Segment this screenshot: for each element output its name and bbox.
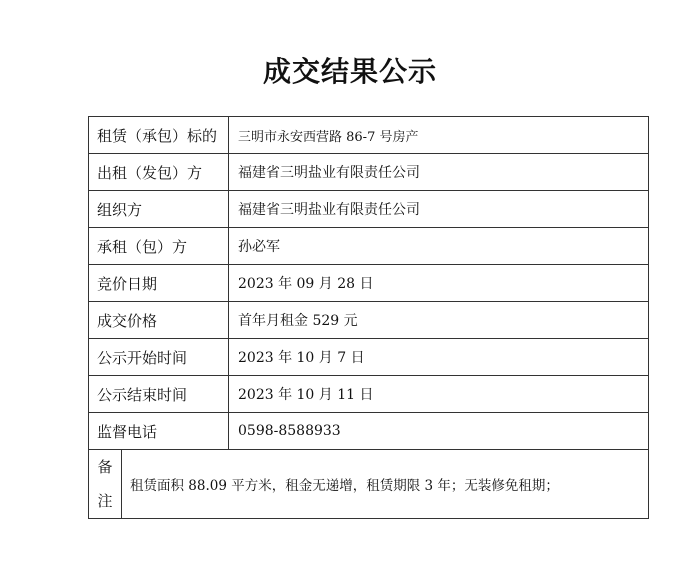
row-value: 福建省三明盐业有限责任公司 <box>229 191 649 228</box>
table-row-lessor <box>89 154 649 191</box>
row-label: 租赁（承包）标的 <box>89 117 229 154</box>
row-label: 组织方 <box>89 191 229 228</box>
note-label-top: 备 <box>97 458 113 476</box>
row-label: 承租（包）方 <box>89 228 229 265</box>
note-label <box>89 450 122 519</box>
row-value: 三明市永安西营路 86-7 号房产 <box>229 117 649 154</box>
table-row-lessee <box>89 228 649 265</box>
row-label: 竞价日期 <box>89 265 229 302</box>
note-label-bottom: 注 <box>97 492 113 510</box>
table-row-subject <box>89 117 649 154</box>
row-value: 福建省三明盐业有限责任公司 <box>229 154 649 191</box>
page-title: 成交结果公示 <box>262 55 437 88</box>
row-label: 监督电话 <box>89 413 229 450</box>
row-value: 孙必军 <box>229 228 649 265</box>
note-text: 租赁面积 88.09 平方米，租金无递增，租赁期限 3 年；无装修免租期； <box>122 450 649 519</box>
table-row-price <box>89 302 649 339</box>
table-row-hotline <box>89 413 649 450</box>
row-value: 2023 年 10 月 11 日 <box>229 376 649 413</box>
row-value: 2023 年 09 月 28 日 <box>229 265 649 302</box>
table-row-note <box>89 450 649 519</box>
row-value: 首年月租金 529 元 <box>229 302 649 339</box>
table-row-publicity-end <box>89 376 649 413</box>
result-table <box>88 116 649 519</box>
table-row-publicity-start <box>89 339 649 376</box>
table-row-bid-date <box>89 265 649 302</box>
row-label: 公示结束时间 <box>89 376 229 413</box>
row-value: 2023 年 10 月 7 日 <box>229 339 649 376</box>
row-label: 成交价格 <box>89 302 229 339</box>
table-row-organizer <box>89 191 649 228</box>
row-label: 公示开始时间 <box>89 339 229 376</box>
row-value: 0598-8588933 <box>229 413 649 450</box>
row-label: 出租（发包）方 <box>89 154 229 191</box>
